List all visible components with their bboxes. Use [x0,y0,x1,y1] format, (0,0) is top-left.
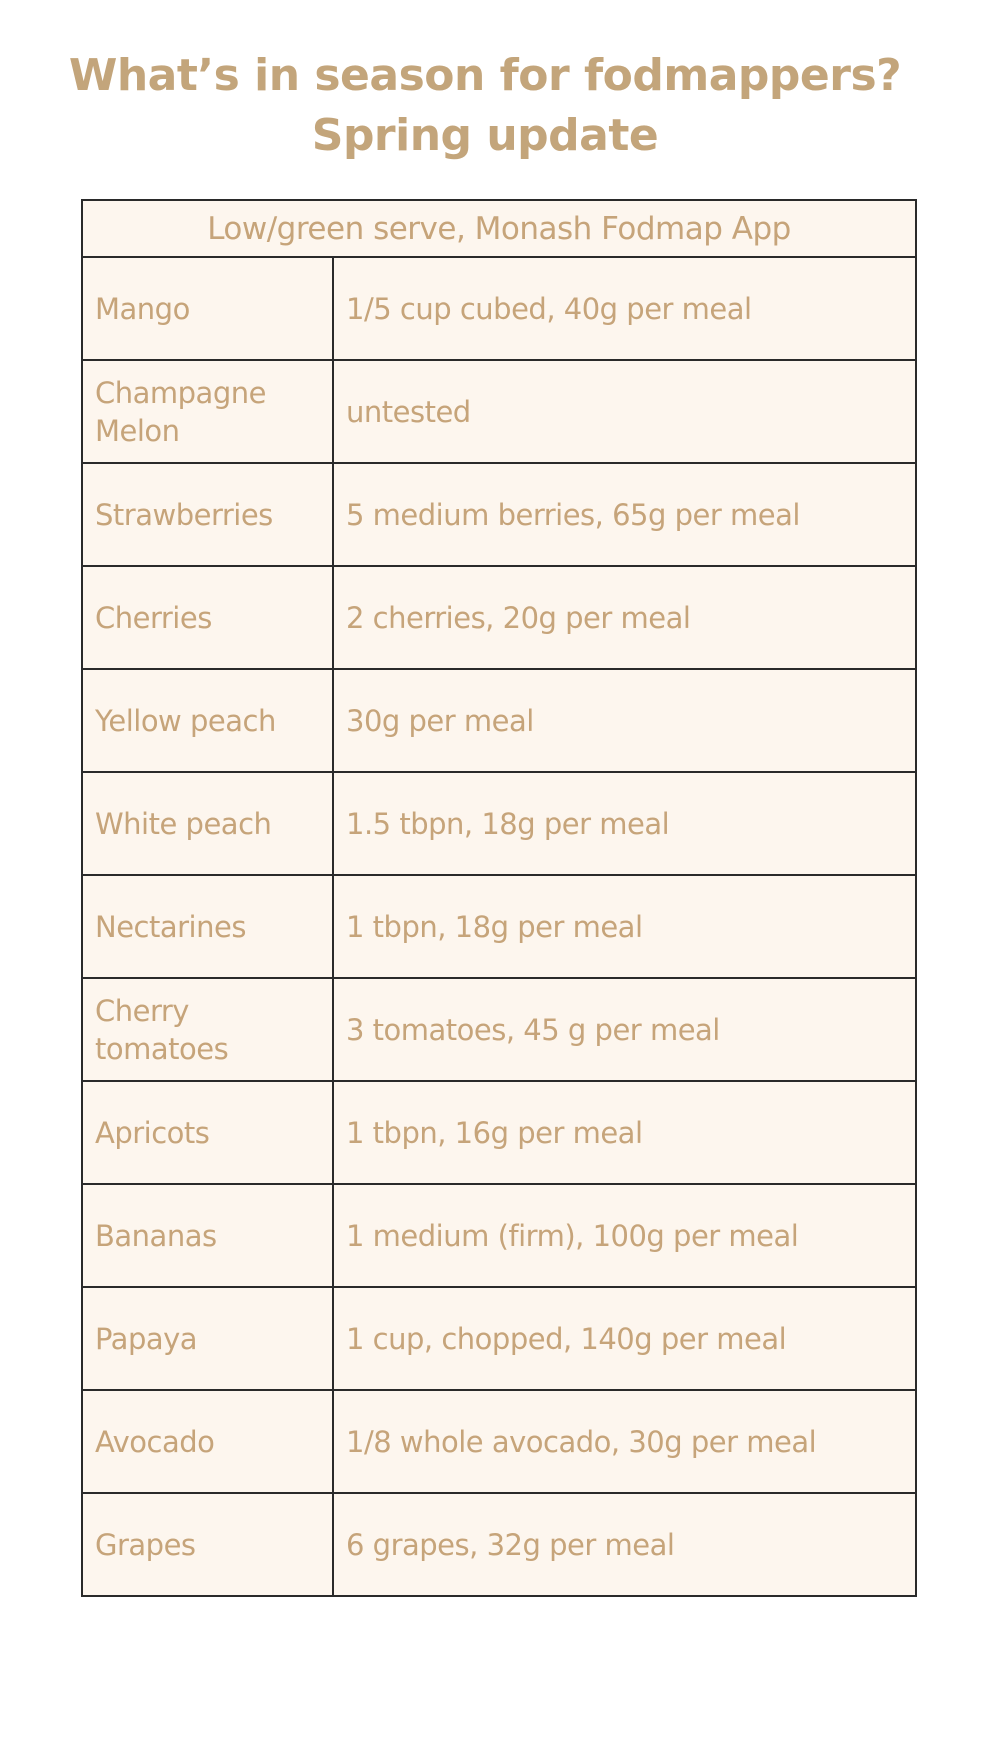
serve-size: 1.5 tbpn, 18g per meal [333,772,916,875]
food-name: Nectarines [82,875,333,978]
serve-size: 1 cup, chopped, 140g per meal [333,1287,916,1390]
title-line-2: Spring update [311,110,659,161]
page-title [0,46,970,166]
serve-size: 1 tbpn, 16g per meal [333,1081,916,1184]
serve-size: 5 medium berries, 65g per meal [333,463,916,566]
food-name: Yellow peach [82,669,333,772]
table-row [82,1081,916,1184]
table-row [82,463,916,566]
food-name: Mango [82,257,333,360]
serve-size: 30g per meal [333,669,916,772]
table-row [82,1184,916,1287]
serve-size: 2 cherries, 20g per meal [333,566,916,669]
food-name: Cherry tomatoes [82,978,333,1081]
table-row [82,875,916,978]
serve-size: 6 grapes, 32g per meal [333,1493,916,1596]
serve-size: 1/8 whole avocado, 30g per meal [333,1390,916,1493]
serve-size: 1/5 cup cubed, 40g per meal [333,257,916,360]
food-name: Apricots [82,1081,333,1184]
table-row [82,978,916,1081]
serve-size: 3 tomatoes, 45 g per meal [333,978,916,1081]
food-name: Grapes [82,1493,333,1596]
serve-table [81,199,917,1597]
food-name: Champagne Melon [82,360,333,463]
table-row [82,1493,916,1596]
table-row [82,360,916,463]
food-name: Cherries [82,566,333,669]
title-line-1: What’s in season for fodmappers? [68,50,902,101]
food-name: Papaya [82,1287,333,1390]
table-row [82,772,916,875]
table-row [82,669,916,772]
table-row [82,1287,916,1390]
table-row [82,566,916,669]
serve-size: untested [333,360,916,463]
table-row [82,1390,916,1493]
food-name: Bananas [82,1184,333,1287]
serve-size: 1 tbpn, 18g per meal [333,875,916,978]
food-name: Avocado [82,1390,333,1493]
food-name: Strawberries [82,463,333,566]
table-row [82,257,916,360]
food-name: White peach [82,772,333,875]
table-header: Low/green serve, Monash Fodmap App [82,200,916,257]
serve-size: 1 medium (firm), 100g per meal [333,1184,916,1287]
